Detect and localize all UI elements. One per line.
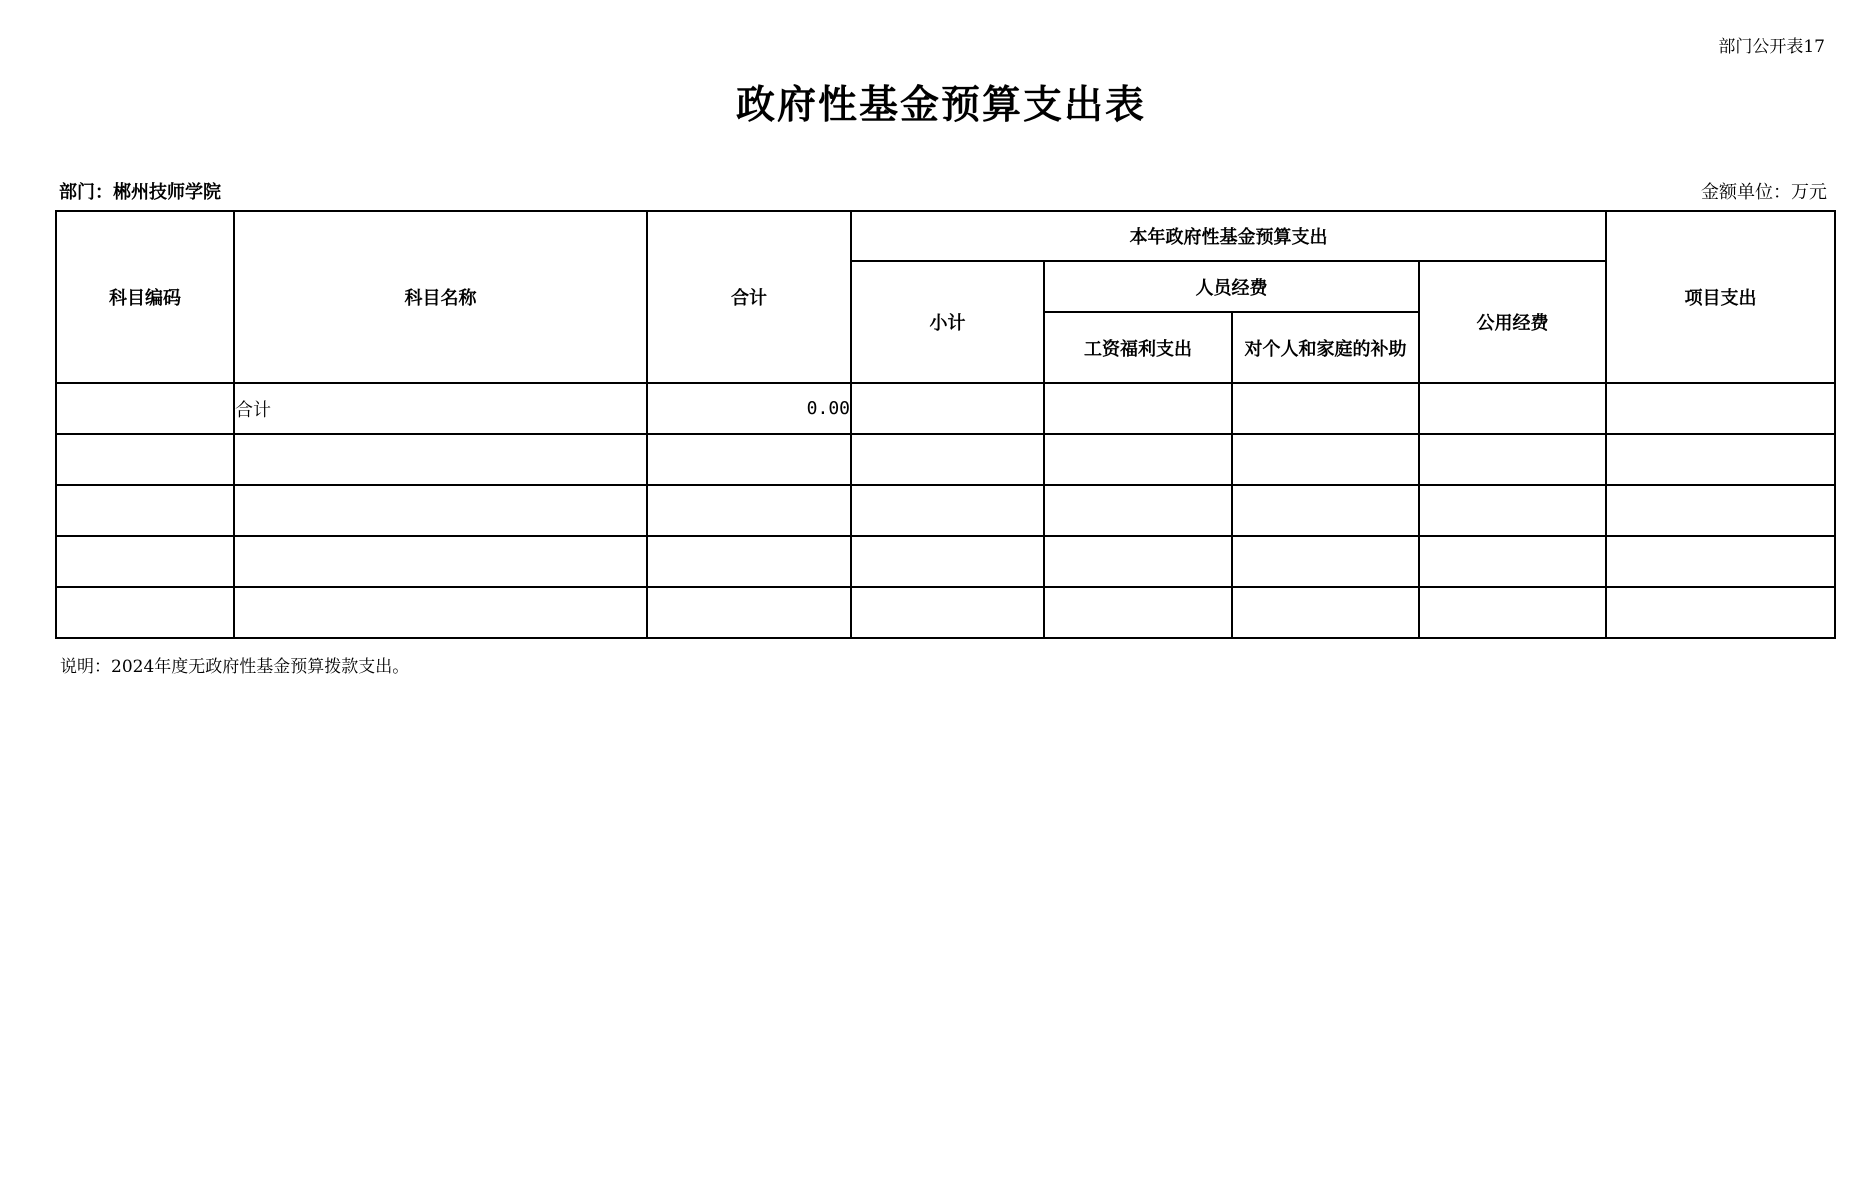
header-public-expense: 公用经费: [1419, 261, 1606, 383]
cell-public: [1419, 434, 1606, 485]
cell-salary-welfare: [1044, 587, 1232, 638]
table-row: [56, 587, 1835, 638]
header-subtotal: 小计: [851, 261, 1044, 383]
cell-salary-welfare: [1044, 434, 1232, 485]
department-label: 部门：郴州技师学院: [59, 182, 221, 203]
cell-project: [1606, 383, 1835, 434]
header-current-year-group: 本年政府性基金预算支出: [851, 211, 1606, 261]
cell-name: [234, 587, 647, 638]
cell-code: [56, 485, 234, 536]
header-name: 科目名称: [234, 211, 647, 383]
cell-project: [1606, 485, 1835, 536]
table-row: [56, 383, 1835, 434]
cell-public: [1419, 536, 1606, 587]
cell-name: [234, 434, 647, 485]
footnote: 说明：2024年度无政府性基金预算拨款支出。: [60, 657, 410, 677]
table-row: [56, 485, 1835, 536]
header-total: 合计: [647, 211, 851, 383]
cell-code: [56, 434, 234, 485]
cell-total: [647, 434, 851, 485]
cell-subtotal: [851, 587, 1044, 638]
amount-unit-label: 金额单位：万元: [1701, 182, 1827, 203]
cell-project: [1606, 536, 1835, 587]
cell-subsidy: [1232, 434, 1419, 485]
cell-total: [647, 587, 851, 638]
cell-total: [647, 485, 851, 536]
cell-total: [647, 536, 851, 587]
page-title: 政府性基金预算支出表: [735, 82, 1146, 128]
cell-subsidy: [1232, 485, 1419, 536]
header-subsidy: 对个人和家庭的补助: [1232, 312, 1419, 383]
cell-code: [56, 536, 234, 587]
cell-name: [234, 485, 647, 536]
table-row: [56, 536, 1835, 587]
cell-salary-welfare: [1044, 383, 1232, 434]
table-row: [56, 434, 1835, 485]
cell-code: [56, 383, 234, 434]
cell-public: [1419, 587, 1606, 638]
cell-project: [1606, 434, 1835, 485]
cell-public: [1419, 383, 1606, 434]
cell-salary-welfare: [1044, 536, 1232, 587]
cell-subtotal: [851, 536, 1044, 587]
cell-subsidy: [1232, 536, 1419, 587]
header-personnel: 人员经费: [1044, 261, 1419, 312]
cell-public: [1419, 485, 1606, 536]
cell-project: [1606, 587, 1835, 638]
header-project-expense: 项目支出: [1606, 211, 1835, 383]
cell-name: [234, 536, 647, 587]
header-salary-welfare: 工资福利支出: [1044, 312, 1232, 383]
table-number: 部门公开表17: [1718, 37, 1825, 57]
cell-subsidy: [1232, 587, 1419, 638]
cell-code: [56, 587, 234, 638]
cell-salary-welfare: [1044, 485, 1232, 536]
cell-subtotal: [851, 383, 1044, 434]
cell-subsidy: [1232, 383, 1419, 434]
budget-table: [55, 210, 1836, 639]
header-code: 科目编码: [56, 211, 234, 383]
cell-total: 0.00: [647, 383, 851, 434]
cell-name: 合计: [234, 383, 647, 434]
cell-subtotal: [851, 434, 1044, 485]
cell-subtotal: [851, 485, 1044, 536]
